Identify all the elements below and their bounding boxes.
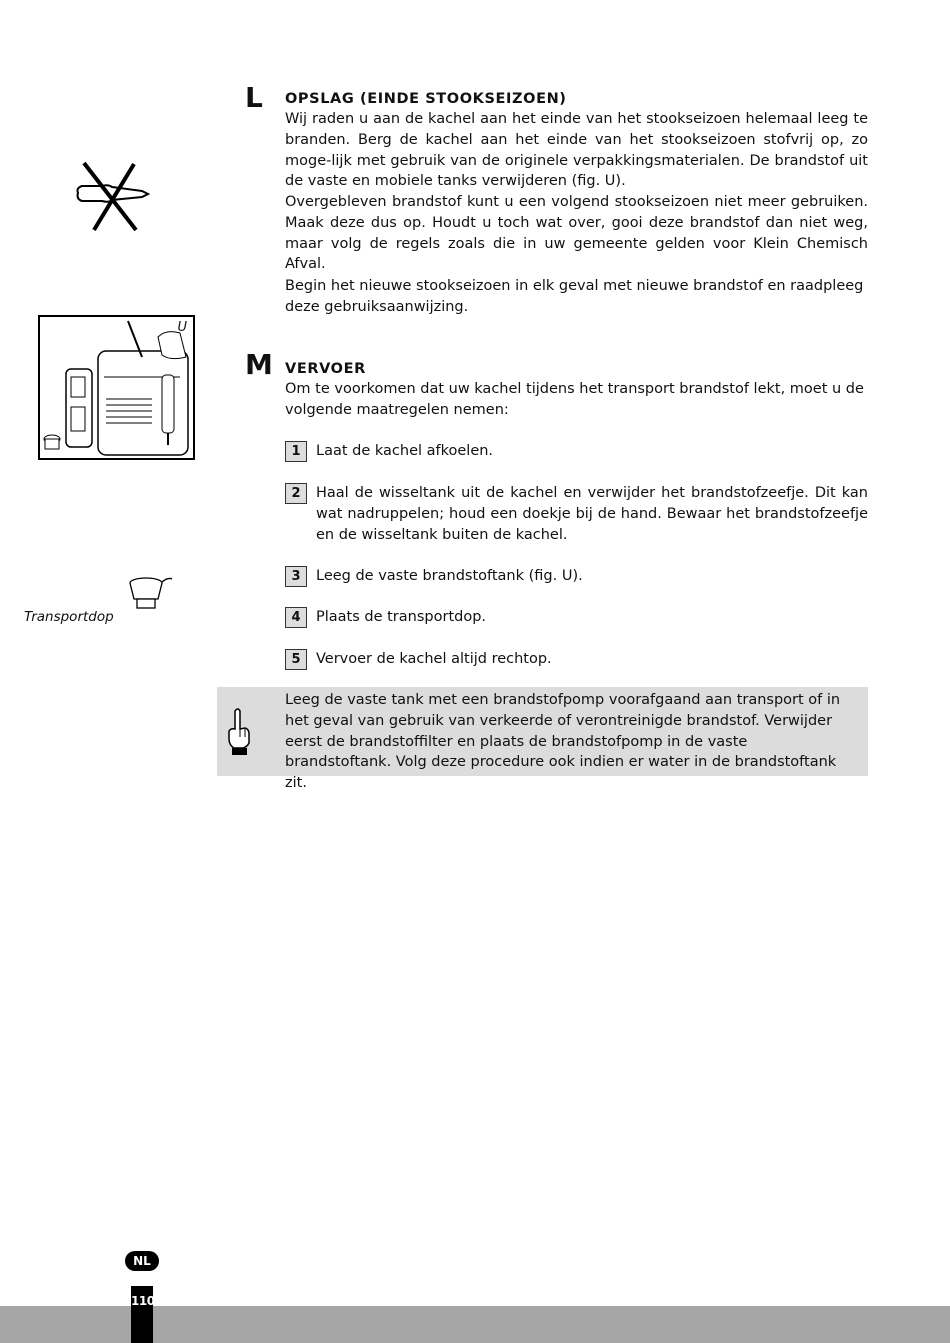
step-text: Haal de wisseltank uit de kachel en verwijder het brandstofzeefje. Dit kan wat nadruppelen; houd een doekje bij de hand. Bewaar het brandstofzeefje en de wisseltank buiten de kachel. [316, 485, 868, 543]
transport-cap-icon [126, 573, 176, 613]
pointing-hand-icon [225, 707, 253, 757]
caption-transportdop: Transportdop [24, 609, 114, 625]
language-badge: NL [125, 1251, 159, 1271]
paragraph-opslag-1: Wij raden u aan de kachel aan het einde van het stookseizoen helemaal leeg te branden. Berg de kachel aan het einde van het stookseizoen stofvrij op, zo moge-lijk met gebruik van de originele verpakkingsmaterialen. De brandstof uit de vaste en mobiele tanks verwijderen (fig. U). [285, 111, 868, 190]
paragraph-opslag-3: Begin het nieuwe stookseizoen in elk geval met nieuwe brandstof en raadpleeg deze gebruiksaanwijzing. [285, 278, 864, 315]
page-number: 110 [131, 1286, 153, 1343]
paragraph-vervoer-intro: Om te voorkomen dat uw kachel tijdens het transport brandstof lekt, moet u de volgende maatregelen nemen: [285, 381, 864, 418]
step-text: Plaats de transportdop. [316, 609, 487, 625]
step-number-box: 3 [285, 566, 307, 587]
section-letter-l: L [245, 81, 263, 114]
step-number-box: 5 [285, 649, 307, 670]
step-text: Leeg de vaste brandstoftank (fig. U). [316, 568, 583, 584]
note-text: Leeg de vaste tank met een brandstofpomp voorafgaand aan transport of in het geval van gebruik van verkeerde of verontreinigde brandstof. Verwijder eerst de brandstoffilter en plaats de brandstofpomp in de vaste brandstoftank. Volg deze procedure ook indien er water in de brandstoftank zit. [285, 692, 841, 792]
step-number-box: 2 [285, 483, 307, 504]
step-number-box: 1 [285, 441, 307, 462]
step-number-box: 4 [285, 607, 307, 628]
section-heading-opslag: OPSLAG (EINDE STOOKSEIZOEN) [285, 91, 567, 107]
no-screwdriver-icon [72, 160, 152, 235]
figure-u [38, 315, 195, 460]
step-text: Vervoer de kachel altijd rechtop. [316, 651, 552, 667]
warning-note [217, 687, 868, 792]
paragraph-opslag-2: Overgebleven brandstof kunt u een volgend stookseizoen niet meer gebruiken. Maak deze dus op. Houdt u toch wat over, gooi deze brandstof dan niet weg, maar volg de regels zoals die in uw gemeente gelden voor Klein Chemisch Afval. [285, 194, 868, 273]
section-heading-vervoer: VERVOER [285, 361, 366, 377]
figure-u-label: U [177, 320, 187, 335]
step-text: Laat de kachel afkoelen. [316, 443, 494, 459]
section-letter-m: M [245, 348, 273, 381]
heater-illustration [40, 317, 193, 458]
